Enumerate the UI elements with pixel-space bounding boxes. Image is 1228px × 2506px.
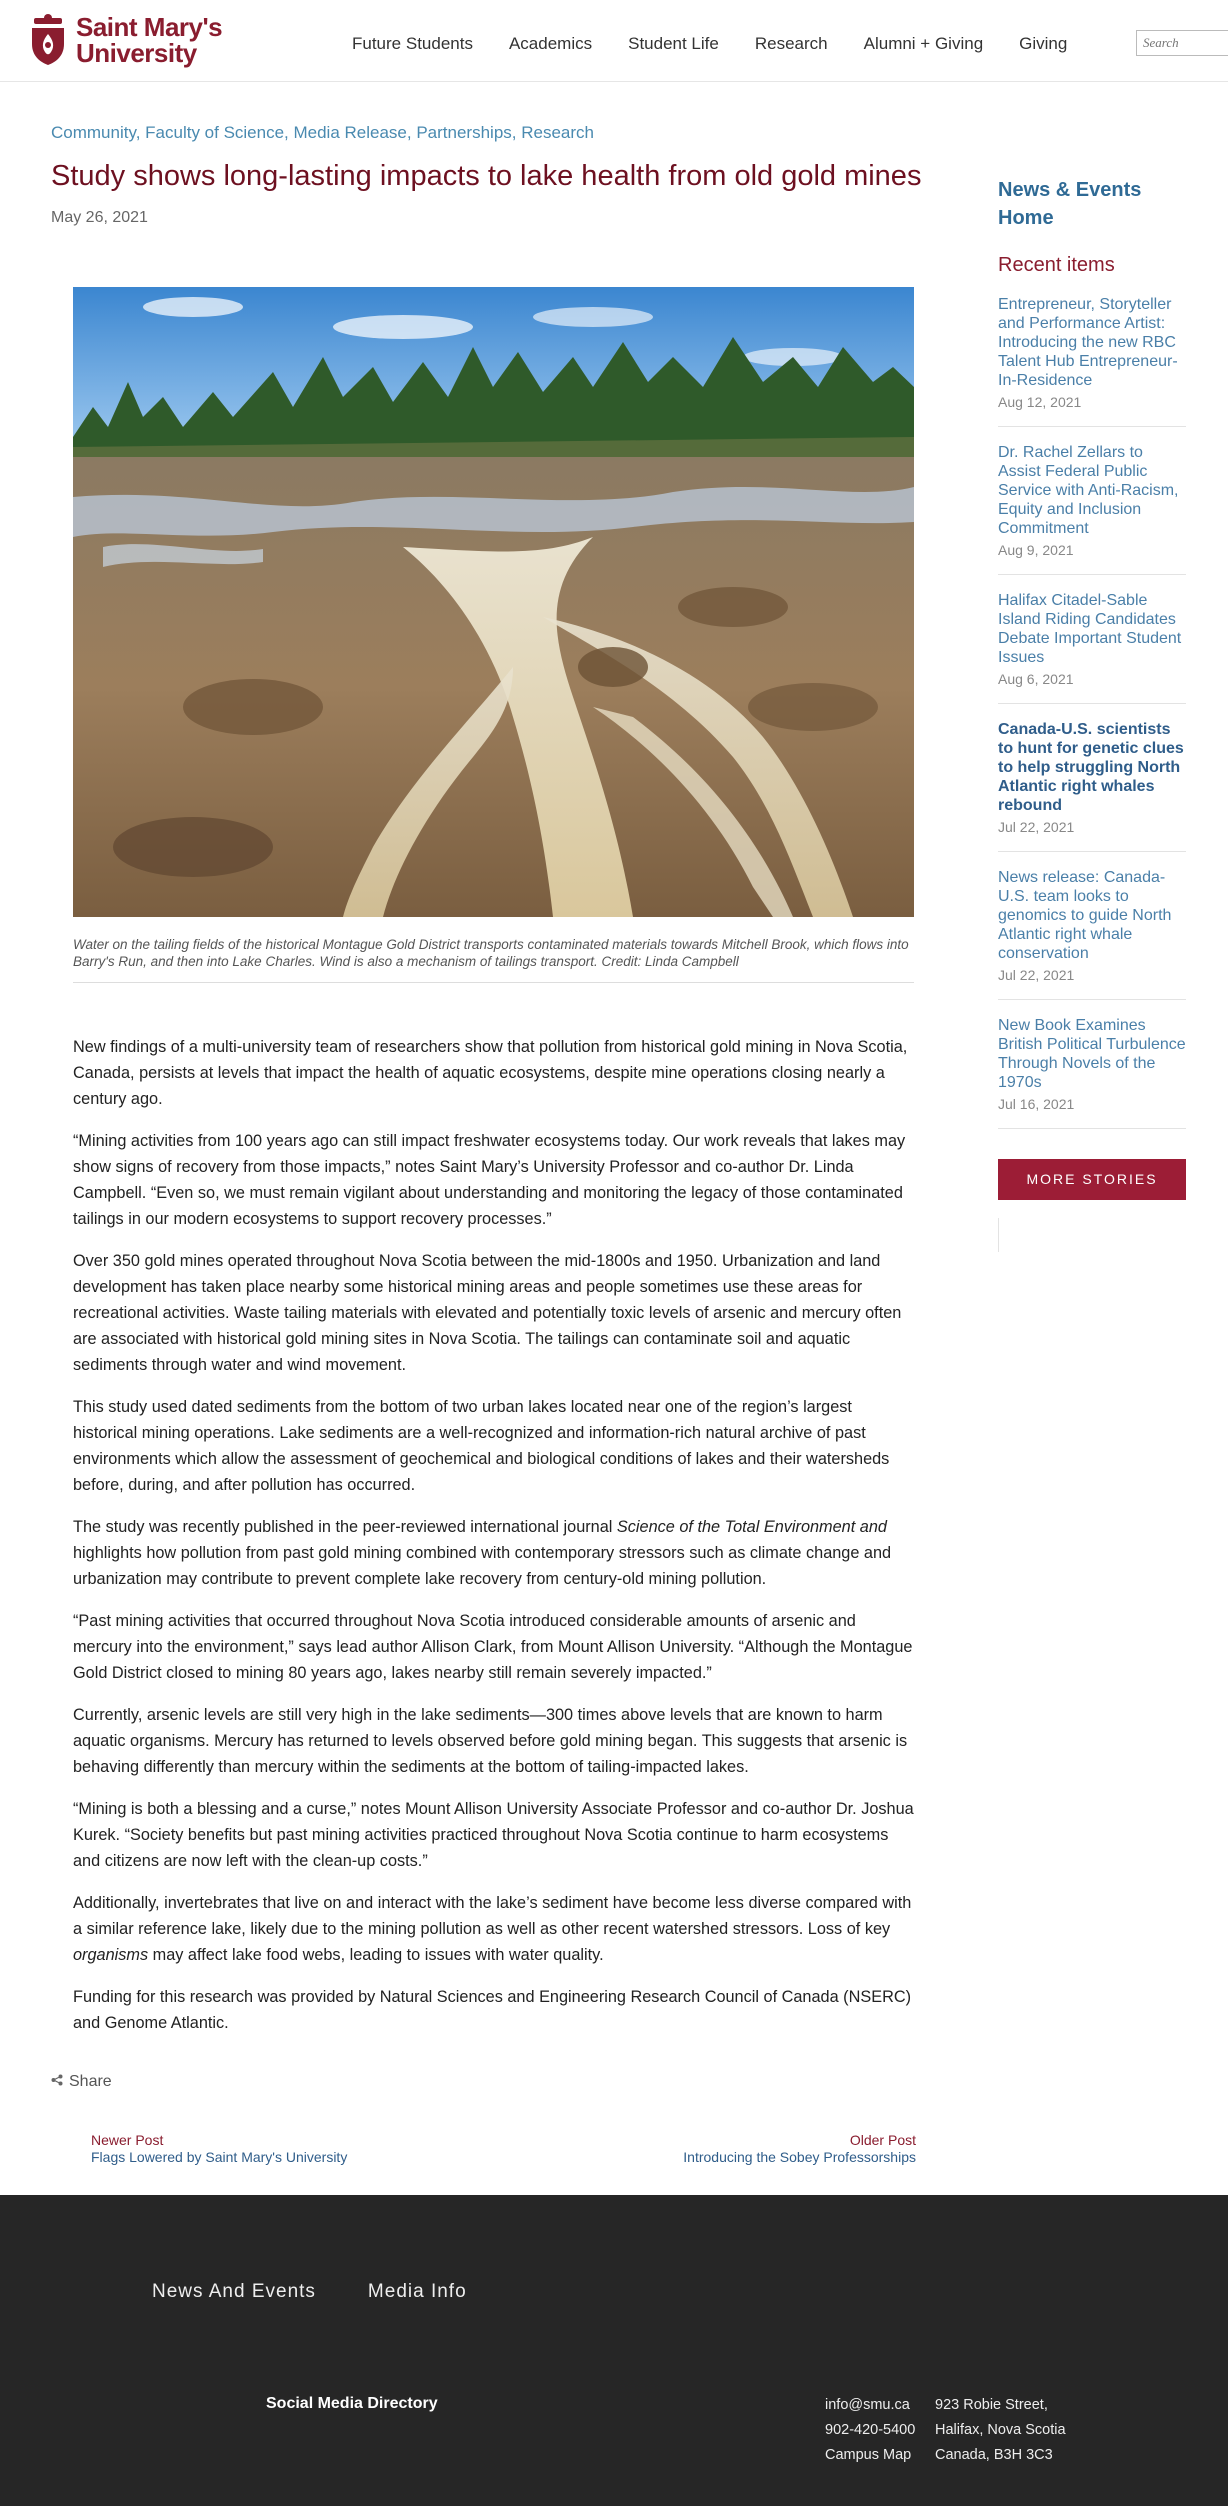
text-segment: may affect lake food webs, leading to issues with water quality. — [148, 1946, 604, 1964]
logo-line-2: University — [76, 38, 197, 68]
search-input[interactable] — [1136, 30, 1228, 56]
article-paragraph: This study used dated sediments from the bottom of two urban lakes located near one of the region’s largest historical mining operations. Lake sediments are a well-recognized and information-rich natural archive of past environments which allow the assessment of geochemical and biological conditions of lakes and their watersheds before, during, and after pollution has occurred. — [73, 1398, 890, 1494]
emphasis: organisms — [73, 1946, 149, 1964]
page-title: Study shows long-lasting impacts to lake health from old gold mines — [51, 160, 922, 192]
older-post-title: Introducing the Sobey Professorships — [683, 2149, 916, 2165]
crest-icon — [28, 14, 68, 66]
recent-item-date: Jul 22, 2021 — [998, 819, 1075, 835]
nav-research[interactable]: Research — [754, 34, 828, 53]
recent-item-link[interactable]: Halifax Citadel-Sable Island Riding Candidates Debate Important Student Issues — [998, 592, 1182, 666]
recent-item — [998, 868, 1186, 1000]
phone-link[interactable]: 902-420-5400 — [825, 2422, 916, 2438]
address-line: Halifax, Nova Scotia — [935, 2422, 1066, 2438]
recent-item — [998, 443, 1186, 575]
footer-nav — [152, 2281, 467, 2303]
article-body — [73, 1034, 918, 2052]
footer-nav-news-events[interactable]: News And Events — [152, 2281, 316, 2302]
sidebar — [998, 176, 1186, 1252]
recent-item-link[interactable]: Dr. Rachel Zellars to Assist Federal Public Service with Anti-Racism, Equity and Inclusion Commitment — [998, 444, 1179, 537]
recent-item — [998, 720, 1186, 852]
share-button[interactable] — [51, 2073, 112, 2091]
nav-giving[interactable]: Giving — [1019, 34, 1068, 53]
sidebar-divider — [998, 1218, 999, 1252]
nav-academics[interactable]: Academics — [508, 34, 593, 53]
address-line: 923 Robie Street, — [935, 2397, 1048, 2413]
nav-future-students[interactable]: Future Students — [352, 34, 473, 53]
older-post-label: Older Post — [849, 2132, 916, 2148]
sidebar-home-line-1: News & Events — [998, 179, 1142, 201]
recent-item — [998, 295, 1186, 427]
site-footer — [0, 2195, 1228, 2506]
text-segment: highlights how pollution from past gold mining combined with contemporary stressors such as climate change and urbanization may contribute to prevent complete lake recovery from century-old mining pollution. — [73, 1544, 892, 1588]
article-paragraph: “Mining activities from 100 years ago can still impact freshwater ecosystems today. Our work reveals that lakes may show signs of recovery from those impacts,” notes Saint Mary’s University Professor and co-author Dr. Linda Campbell. “Even so, we must remain vigilant about understanding and monitoring the legacy of those contaminated tailings in our modern ecosystems to support recovery processes.” — [73, 1132, 906, 1228]
more-stories-button[interactable]: MORE STORIES — [998, 1159, 1186, 1200]
article-paragraph: Over 350 gold mines operated throughout Nova Scotia between the mid-1800s and 1950. Urbanization and land development has taken place nearby some historical mining areas and people sometimes use these areas for recreational activities. Waste tailing materials with elevated and potentially toxic levels of arsenic and mercury often are associated with historical gold mining sites in Nova Scotia. The tailings can contaminate soil and aquatic sediments through water and wind movement. — [73, 1252, 902, 1374]
hero-image — [73, 287, 914, 917]
article-paragraph: “Past mining activities that occurred throughout Nova Scotia introduced considerable amounts of arsenic and mercury into the environment,” says lead author Allison Clark, from Mount Allison University. “Although the Montague Gold District closed to mining 80 years ago, lakes nearby still remain severely impacted.” — [73, 1612, 913, 1682]
recent-items-heading: Recent items — [998, 254, 1115, 276]
social-media-directory-link[interactable]: Social Media Directory — [266, 2395, 438, 2412]
recent-item-link[interactable]: New Book Examines British Political Turbulence Through Novels of the 1970s — [998, 1017, 1186, 1091]
nav-student-life[interactable]: Student Life — [628, 34, 719, 53]
sidebar-home-line-2: Home — [998, 207, 1054, 229]
article-categories[interactable]: Community, Faculty of Science, Media Release, Partnerships, Research — [51, 123, 594, 142]
article-paragraph: New findings of a multi-university team of researchers show that pollution from historical gold mining in Nova Scotia, Canada, persists at levels that impact the health of aquatic ecosystems, despite mine operations closing nearly a century ago. — [73, 1038, 908, 1108]
article-paragraph: “Mining is both a blessing and a curse,” notes Mount Allison University Associate Professor and co-author Dr. Joshua Kurek. “Society benefits but past mining activities practiced throughout Nova Scotia continue to harm ecosystems and citizens are now left with the clean-up costs.” — [73, 1800, 914, 1870]
recent-item — [998, 1016, 1186, 1129]
older-post-link[interactable] — [683, 2132, 916, 2166]
logo-line-1: Saint Mary's — [76, 12, 223, 42]
article-paragraph: Currently, arsenic levels are still very high in the lake sediments—300 times above levels that are known to harm aquatic organisms. Mercury has returned to levels observed before gold mining began. This suggests that arsenic is behaving differently than mercury within the sediments at the bottom of tailing-impacted lakes. — [73, 1706, 908, 1776]
recent-item-date: Aug 6, 2021 — [998, 671, 1074, 687]
sidebar-home-link[interactable] — [998, 176, 1186, 232]
recent-item-date: Jul 22, 2021 — [998, 967, 1075, 983]
main-nav — [352, 34, 1103, 54]
campus-map-link[interactable]: Campus Map — [825, 2447, 912, 2463]
recent-item-date: Jul 16, 2021 — [998, 1096, 1075, 1112]
recent-item — [998, 591, 1186, 704]
article-date: May 26, 2021 — [51, 209, 148, 226]
address-line: Canada, B3H 3C3 — [935, 2447, 1053, 2463]
image-caption: Water on the tailing fields of the historical Montague Gold District transports contaminated materials towards Mitchell Brook, which flows into Barry's Run, and then into Lake Charles. Wind is also a mechanism of tailings transport. Credit: Linda Campbell — [73, 936, 914, 983]
footer-nav-media-info[interactable]: Media Info — [367, 2281, 467, 2302]
article-paragraph: Funding for this research was provided by Natural Sciences and Engineering Research Council of Canada (NSERC) and Genome Atlantic. — [73, 1988, 912, 2032]
text-segment: Additionally, invertebrates that live on and interact with the lake’s sediment have become less diverse compared with a similar reference lake, likely due to the mining pollution as well as other recent watershed stressors. Loss of key — [73, 1894, 912, 1938]
university-logo[interactable] — [28, 14, 222, 66]
footer-address — [935, 2393, 1066, 2468]
recent-item-link[interactable]: Entrepreneur, Storyteller and Performance Artist: Introducing the new RBC Talent Hub Entrepreneur-In-Residence — [998, 296, 1178, 389]
newer-post-label: Newer Post — [91, 2132, 164, 2148]
recent-item-link[interactable]: Canada-U.S. scientists to hunt for genetic clues to help struggling North Atlantic right whales rebound — [998, 721, 1184, 814]
newer-post-title: Flags Lowered by Saint Mary's University — [91, 2149, 348, 2165]
newer-post-link[interactable] — [91, 2132, 347, 2166]
recent-item-date: Aug 12, 2021 — [998, 394, 1082, 410]
nav-alumni-giving[interactable]: Alumni + Giving — [863, 34, 984, 53]
recent-item-link[interactable]: News release: Canada-U.S. team looks to genomics to guide North Atlantic right whale conservation — [998, 869, 1172, 962]
email-link[interactable]: info@smu.ca — [825, 2397, 910, 2413]
text-segment: The study was recently published in the peer-reviewed international journal — [73, 1518, 617, 1536]
share-icon — [51, 2073, 63, 2091]
share-label: Share — [69, 2073, 112, 2090]
article-paragraph — [73, 1514, 918, 1592]
site-header — [0, 0, 1228, 82]
recent-item-date: Aug 9, 2021 — [998, 542, 1074, 558]
article-paragraph — [73, 1890, 918, 1968]
journal-name: Science of the Total Environment and — [616, 1518, 887, 1536]
footer-contact — [825, 2393, 915, 2468]
